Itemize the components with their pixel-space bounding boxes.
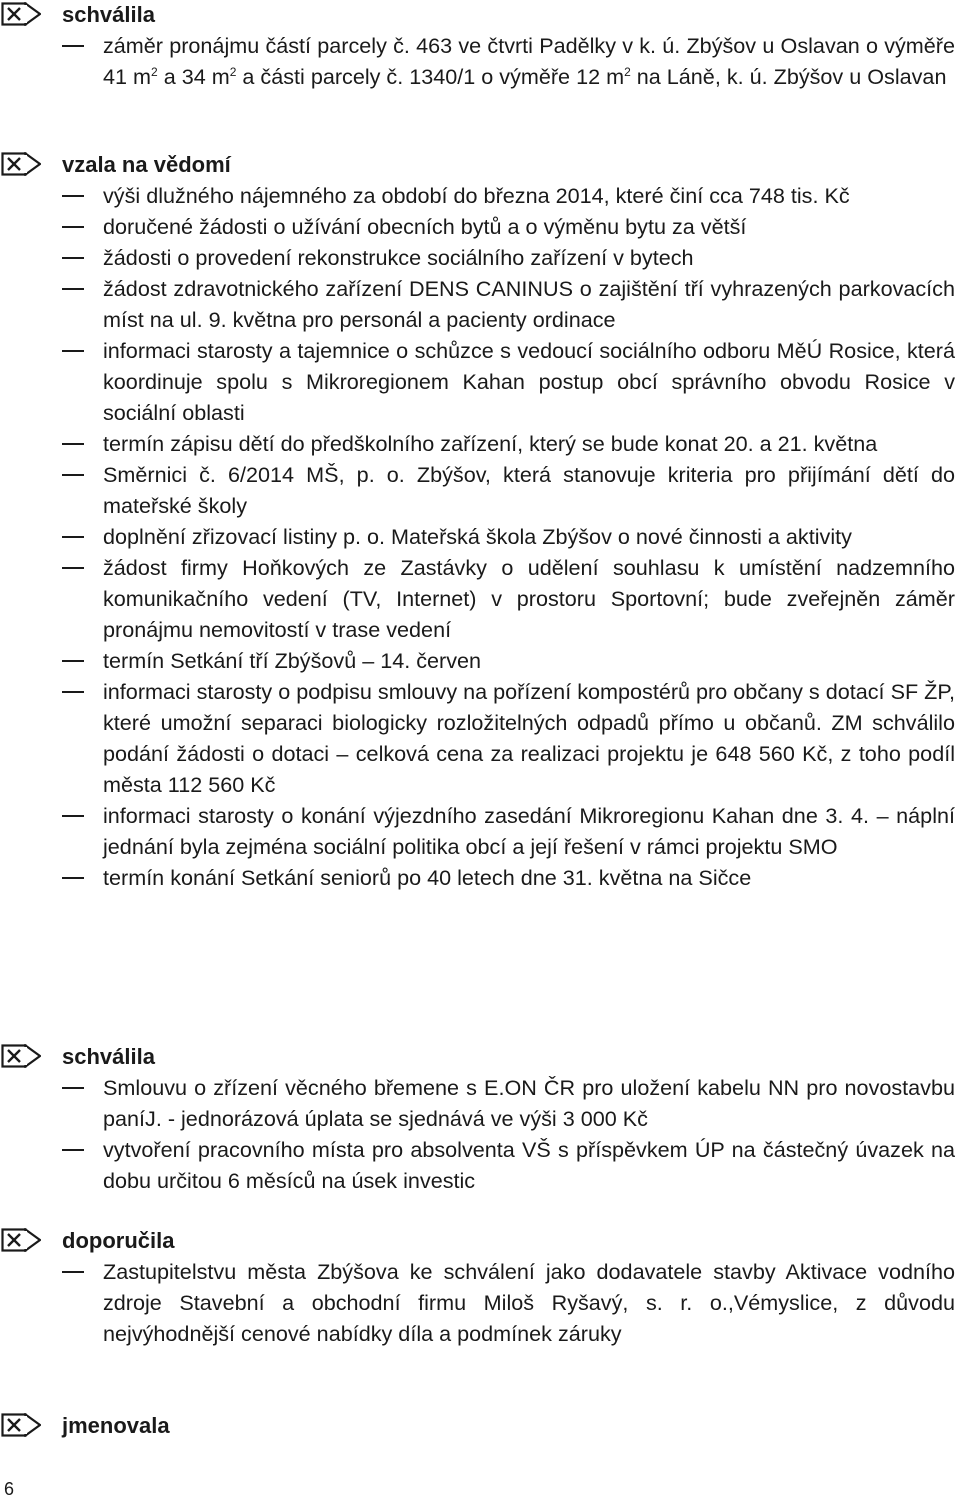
list-item: termín konání Setkání seniorů po 40 letech dne 31. května na Sičce: [0, 862, 960, 893]
dash-bullet: [62, 691, 84, 693]
list-item: vytvoření pracovního místa pro absolventa VŠ s příspěvkem ÚP na částečný úvazek na dobu určitou 6 měsíců na úsek investic: [0, 1134, 960, 1196]
section-heading: doporučila: [62, 1228, 175, 1253]
list-item: informaci starosty o podpisu smlouvy na pořízení kompostérů pro občany s dotací SF ŽP, které umožní separaci biologicky rozložitelných odpadů přímo u občanů. ZM schválilo podání žádosti o dotaci – celková cena za realizaci projektu je 648 560 Kč, z toho podíl města 112 560 Kč: [0, 676, 960, 800]
dash-bullet: [62, 474, 84, 476]
list-item: výši dlužného nájemného za období do března 2014, které činí cca 748 tis. Kč: [0, 180, 960, 211]
list-item: doručené žádosti o užívání obecních bytů a o výměnu bytu za větší: [0, 211, 960, 242]
checkbox-x-icon: [1, 152, 41, 176]
section-heading: schválila: [62, 1044, 155, 1069]
dash-bullet: [62, 257, 84, 259]
dash-bullet: [62, 350, 84, 352]
checkbox-x-icon: [1, 1044, 41, 1068]
section-schvalila-2: [0, 1042, 960, 1196]
section-heading: schválila: [62, 2, 155, 27]
dash-bullet: [62, 877, 84, 879]
list-item: Směrnici č. 6/2014 MŠ, p. o. Zbýšov, která stanovuje kriteria pro přijímání dětí do mateřské školy: [0, 459, 960, 521]
list-item: Zastupitelstvu města Zbýšova ke schválení jako dodavatele stavby Aktivace vodního zdroje Stavební a obchodní firmu Miloš Ryšavý, s. r. o.,Vémyslice, z důvodu nejvýhodnější cenové nabídky díla a podmínek záruky: [0, 1256, 960, 1349]
list-item: žádost zdravotnického zařízení DENS CANINUS o zajištění tří vyhrazených parkovacích míst na ul. 9. května pro personál a pacienty ordinace: [0, 273, 960, 335]
dash-bullet: [62, 567, 84, 569]
item-list: [0, 30, 960, 92]
page-number: 6: [4, 1479, 15, 1499]
list-item: doplnění zřizovací listiny p. o. Mateřská škola Zbýšov o nové činnosti a aktivity: [0, 521, 960, 552]
item-list: [0, 180, 960, 893]
item-list: [0, 1072, 960, 1196]
dash-bullet: [62, 195, 84, 197]
section-heading: jmenovala: [62, 1413, 170, 1438]
list-item: žádosti o provedení rekonstrukce sociálního zařízení v bytech: [0, 242, 960, 273]
section-schvalila-1: [0, 0, 960, 92]
dash-bullet: [62, 226, 84, 228]
checkbox-x-icon: [1, 1228, 41, 1252]
item-list: [0, 1256, 960, 1349]
list-item: informaci starosty o konání výjezdního zasedání Mikroregionu Kahan dne 3. 4. – náplní jednání byla zejména sociální politika obcí a její řešení v rámci projektu SMO: [0, 800, 960, 862]
list-item: informaci starosty a tajemnice o schůzce s vedoucí sociálního odboru MěÚ Rosice, která koordinuje spolu s Mikroregionem Kahan postup obcí správního obvodu Rosice v sociální oblasti: [0, 335, 960, 428]
section-jmenovala: [0, 1411, 960, 1441]
section-vzala-na-vedomi: [0, 150, 960, 893]
section-heading: vzala na vědomí: [62, 152, 231, 177]
checkbox-x-icon: [1, 1413, 41, 1437]
dash-bullet: [62, 1271, 84, 1273]
list-item: Smlouvu o zřízení věcného břemene s E.ON ČR pro uložení kabelu NN pro novostavbu paníJ. - jednorázová úplata se sjednává ve výši 3 000 Kč: [0, 1072, 960, 1134]
dash-bullet: [62, 660, 84, 662]
section-doporucila: [0, 1226, 960, 1349]
checkbox-x-icon: [1, 2, 41, 26]
dash-bullet: [62, 1149, 84, 1151]
dash-bullet: [62, 288, 84, 290]
dash-bullet: [62, 443, 84, 445]
dash-bullet: [62, 1087, 84, 1089]
list-item: termín zápisu dětí do předškolního zařízení, který se bude konat 20. a 21. května: [0, 428, 960, 459]
list-item: záměr pronájmu částí parcely č. 463 ve čtvrti Padělky v k. ú. Zbýšov u Oslavan o výměře 41 $m^2$ a 34 $m^2$ a části parcely č. 1340/1 o výměře 12 $m^2$ na Láně, k. ú. Zbýšov u Oslavan: [0, 30, 960, 92]
dash-bullet: [62, 815, 84, 817]
dash-bullet: [62, 536, 84, 538]
dash-bullet: [62, 45, 84, 47]
list-item: termín Setkání tří Zbýšovů – 14. červen: [0, 645, 960, 676]
list-item: žádost firmy Hoňkových ze Zastávky o udělení souhlasu k umístění nadzemního komunikačního vedení (TV, Internet) v prostoru Sportovní; bude zveřejněn záměr pronájmu nemovitostí v trase vedení: [0, 552, 960, 645]
